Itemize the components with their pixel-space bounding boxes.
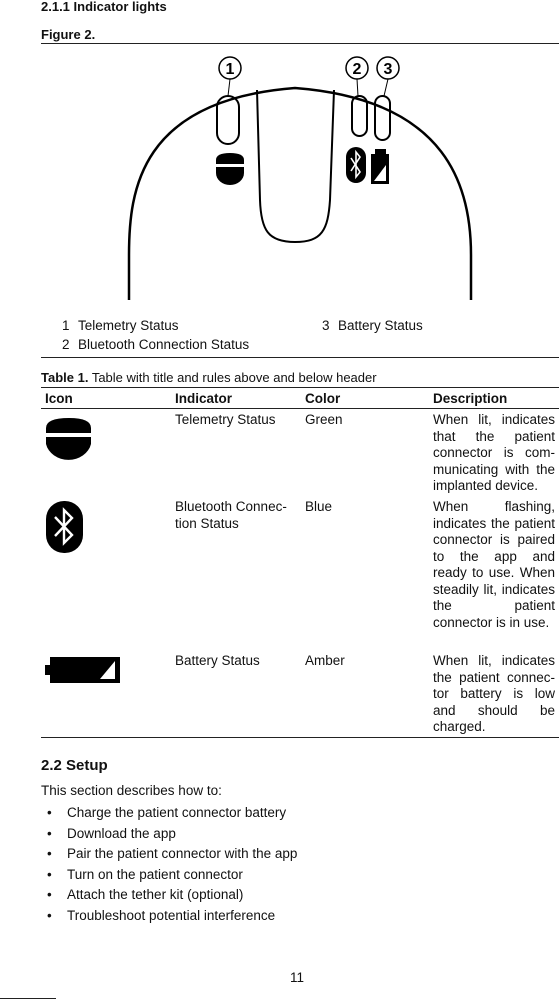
table-caption: Table 1. Table with title and rules above and below header [41,370,377,385]
svg-text:3: 3 [383,61,393,78]
row2-indicator: Bluetooth Connection Status [175,499,287,531]
figure-label: Figure 2. [41,27,96,42]
list-item: • Charge the patient connector battery [47,805,287,820]
row3-indicator: Battery Status [175,653,260,668]
list-item: • Troubleshoot potential interference [47,907,276,923]
svg-text:1: 1 [225,61,235,78]
table-bottom-rule [41,737,559,738]
bluetooth-icon [45,500,85,554]
callout-1 [219,57,241,96]
device-slot [257,90,334,242]
row2-color: Blue [305,499,333,514]
table-header-icon: Icon [45,391,73,406]
device-diagram [120,50,480,305]
setup-intro: This section describes how to: [41,783,222,798]
list-item: • Attach the tether kit (optional) [47,887,244,902]
bluetooth-symbol [346,147,366,183]
battery-symbol [371,149,389,184]
list-item: • Turn on the patient connector [47,866,243,882]
setup-heading: 2.2 Setup [41,757,108,774]
table-header-rule [41,408,559,409]
callout-2 [346,57,368,96]
page-number: 11 [290,970,305,985]
table-header-indicator: Indicator [175,391,233,406]
telemetry-icon [45,418,93,466]
section-heading: 2.1.1 Indicator lights [41,0,167,14]
row1-color: Green [305,412,343,427]
figure-top-rule [41,43,559,44]
row3-description: When lit, indicates the patient connector battery is low and should be charged. [433,653,555,734]
svg-text:2: 2 [352,61,362,78]
battery-led [375,96,390,140]
table-header-color: Color [305,391,341,406]
telemetry-symbol [216,153,244,185]
list-item: • Download the app [47,825,176,841]
device-outline [129,88,471,300]
figure-bottom-rule [41,357,559,358]
battery-icon [45,656,121,684]
table-header-description: Description [433,391,508,406]
setup-bullet-list [47,805,297,928]
list-item: • Pair the patient connector with the app [47,846,298,861]
row2-description: When flashing, indicates the patient connector is paired to the app and ready to use. When steadily lit, indicates the patient connector is in use. [433,499,555,630]
legend-item-3: 3 Battery Status [322,318,423,333]
callout-3 [377,57,399,96]
legend-item-2: 2 Bluetooth Connection Status [62,337,250,352]
row1-description: When lit, indicates that the patient connector is communicating with the implanted device. [433,412,555,493]
footer-rule [0,998,56,999]
row1-indicator: Telemetry Status [175,412,276,427]
legend-item-1: 1 Telemetry Status [62,318,179,333]
table-top-rule [41,387,559,388]
row3-color: Amber [305,653,345,668]
